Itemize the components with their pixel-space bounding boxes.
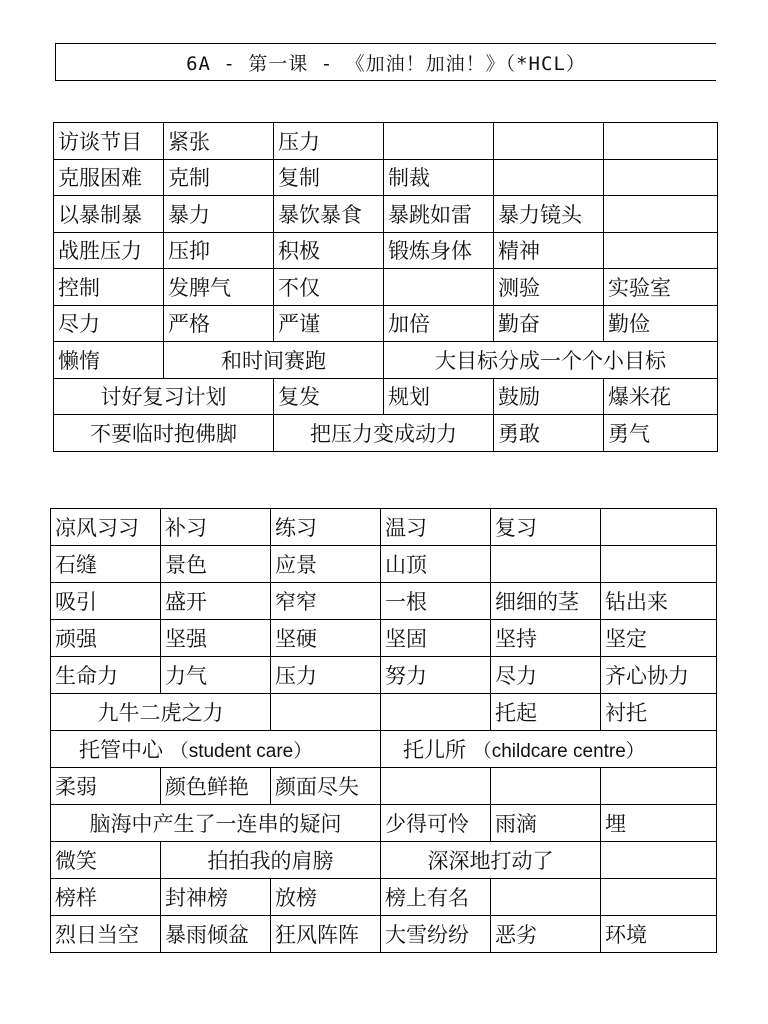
table-row <box>54 415 718 452</box>
vocab-cell: 压力 <box>274 123 384 160</box>
vocab-cell: 复发 <box>274 378 384 415</box>
vocab-cell: 力气 <box>161 657 271 694</box>
vocab-cell <box>381 768 491 805</box>
vocab-cell: 压力 <box>271 657 381 694</box>
vocab-cell: 勇气 <box>604 415 718 452</box>
table-row <box>51 583 717 620</box>
vocab-cell: 紧张 <box>164 123 274 160</box>
vocab-cell: 坚定 <box>601 620 717 657</box>
vocab-cell: 拍拍我的肩膀 <box>161 842 381 879</box>
vocab-cell <box>384 269 494 306</box>
vocab-cell: 坚硬 <box>271 620 381 657</box>
vocab-cell: 烈日当空 <box>51 916 161 953</box>
vocab-cell: 大目标分成一个个小目标 <box>384 342 718 379</box>
table-row <box>54 159 718 196</box>
vocab-cell: 埋 <box>601 805 717 842</box>
vocab-cell: 勤俭 <box>604 305 718 342</box>
vocab-text: 托管中心 <box>79 738 163 762</box>
vocab-cell: 加倍 <box>384 305 494 342</box>
vocab-cell <box>271 694 381 731</box>
vocab-cell: 克制 <box>164 159 274 196</box>
vocab-cell: 山顶 <box>381 546 491 583</box>
vocab-cell: 勇敢 <box>494 415 604 452</box>
vocab-cell: 复习 <box>491 509 601 546</box>
vocab-cell <box>601 879 717 916</box>
table-row <box>54 269 718 306</box>
vocab-cell: 一根 <box>381 583 491 620</box>
vocab-cell: 积极 <box>274 232 384 269</box>
vocab-table-1 <box>53 122 718 452</box>
table-row <box>51 842 717 879</box>
vocab-cell: 柔弱 <box>51 768 161 805</box>
vocab-cell: 封神榜 <box>161 879 271 916</box>
vocab-cell: 把压力变成动力 <box>274 415 494 452</box>
vocab-cell <box>51 731 381 768</box>
vocab-cell: 不要临时抱佛脚 <box>54 415 274 452</box>
vocab-text: 托儿所 <box>403 738 466 762</box>
english-gloss: （childcare centre） <box>472 741 645 762</box>
table-row <box>51 546 717 583</box>
vocab-cell: 坚持 <box>491 620 601 657</box>
table-row <box>51 657 717 694</box>
vocab-cell: 深深地打动了 <box>381 842 601 879</box>
vocab-cell: 尽力 <box>54 305 164 342</box>
page-title: 6A - 第一课 - 《加油！加油！》（*HCL） <box>55 43 716 81</box>
vocab-cell: 暴跳如雷 <box>384 196 494 233</box>
table-row <box>54 378 718 415</box>
vocab-cell <box>604 159 718 196</box>
table-row <box>51 620 717 657</box>
table-row <box>51 509 717 546</box>
table-row <box>54 305 718 342</box>
vocab-cell: 榜样 <box>51 879 161 916</box>
vocab-cell <box>604 232 718 269</box>
vocab-cell <box>604 123 718 160</box>
vocab-cell <box>601 509 717 546</box>
vocab-cell: 规划 <box>384 378 494 415</box>
vocab-cell: 吸引 <box>51 583 161 620</box>
vocab-cell: 严谨 <box>274 305 384 342</box>
vocab-cell: 暴雨倾盆 <box>161 916 271 953</box>
vocab-cell: 微笑 <box>51 842 161 879</box>
vocab-cell: 懒惰 <box>54 342 164 379</box>
vocab-cell: 环境 <box>601 916 717 953</box>
vocab-cell <box>601 768 717 805</box>
vocab-cell: 压抑 <box>164 232 274 269</box>
vocab-cell: 衬托 <box>601 694 717 731</box>
vocab-cell: 坚强 <box>161 620 271 657</box>
vocab-cell: 大雪纷纷 <box>381 916 491 953</box>
table-row <box>51 731 717 768</box>
vocab-cell: 制裁 <box>384 159 494 196</box>
vocab-cell: 战胜压力 <box>54 232 164 269</box>
vocab-cell: 和时间赛跑 <box>164 342 384 379</box>
vocab-cell: 鼓励 <box>494 378 604 415</box>
vocab-cell: 尽力 <box>491 657 601 694</box>
vocab-cell <box>491 879 601 916</box>
table-row <box>51 694 717 731</box>
vocab-cell: 严格 <box>164 305 274 342</box>
vocab-cell: 锻炼身体 <box>384 232 494 269</box>
vocab-cell: 九牛二虎之力 <box>51 694 271 731</box>
vocab-cell: 暴力 <box>164 196 274 233</box>
vocab-cell: 控制 <box>54 269 164 306</box>
vocab-cell: 应景 <box>271 546 381 583</box>
vocab-cell: 顽强 <box>51 620 161 657</box>
vocab-cell <box>381 694 491 731</box>
vocab-cell <box>491 546 601 583</box>
table-row <box>51 879 717 916</box>
vocab-cell <box>384 123 494 160</box>
table-row <box>54 232 718 269</box>
vocab-cell: 恶劣 <box>491 916 601 953</box>
vocab-cell: 坚固 <box>381 620 491 657</box>
vocab-cell <box>494 123 604 160</box>
english-gloss: （student care） <box>169 741 313 762</box>
vocab-cell: 托起 <box>491 694 601 731</box>
vocab-cell: 练习 <box>271 509 381 546</box>
table-row <box>54 196 718 233</box>
vocab-cell: 凉风习习 <box>51 509 161 546</box>
vocab-cell <box>601 546 717 583</box>
table-row <box>51 805 717 842</box>
vocab-cell <box>604 196 718 233</box>
vocab-cell: 雨滴 <box>491 805 601 842</box>
vocab-cell: 精神 <box>494 232 604 269</box>
vocab-cell: 克服困难 <box>54 159 164 196</box>
vocab-cell: 复制 <box>274 159 384 196</box>
vocab-cell: 不仅 <box>274 269 384 306</box>
vocab-cell: 狂风阵阵 <box>271 916 381 953</box>
vocab-cell: 以暴制暴 <box>54 196 164 233</box>
vocab-cell: 齐心协力 <box>601 657 717 694</box>
vocab-cell: 细细的茎 <box>491 583 601 620</box>
vocab-cell: 测验 <box>494 269 604 306</box>
vocab-cell: 少得可怜 <box>381 805 491 842</box>
vocab-cell: 实验室 <box>604 269 718 306</box>
vocab-cell: 放榜 <box>271 879 381 916</box>
vocab-cell: 努力 <box>381 657 491 694</box>
vocab-cell: 讨好复习计划 <box>54 378 274 415</box>
vocab-cell: 窄窄 <box>271 583 381 620</box>
vocab-cell: 石缝 <box>51 546 161 583</box>
vocab-cell <box>381 731 717 768</box>
vocab-cell: 脑海中产生了一连串的疑问 <box>51 805 381 842</box>
vocab-cell: 暴饮暴食 <box>274 196 384 233</box>
table-row <box>51 916 717 953</box>
vocab-cell: 颜色鲜艳 <box>161 768 271 805</box>
table-row <box>54 342 718 379</box>
vocab-cell <box>494 159 604 196</box>
vocab-cell: 景色 <box>161 546 271 583</box>
vocab-cell: 温习 <box>381 509 491 546</box>
vocab-cell: 勤奋 <box>494 305 604 342</box>
table-row <box>51 768 717 805</box>
vocab-cell: 爆米花 <box>604 378 718 415</box>
vocab-cell: 榜上有名 <box>381 879 491 916</box>
vocab-cell: 发脾气 <box>164 269 274 306</box>
table-row <box>54 123 718 160</box>
vocab-cell: 补习 <box>161 509 271 546</box>
vocab-cell: 访谈节目 <box>54 123 164 160</box>
vocab-cell: 生命力 <box>51 657 161 694</box>
vocab-cell: 颜面尽失 <box>271 768 381 805</box>
vocab-cell: 盛开 <box>161 583 271 620</box>
vocab-cell <box>601 842 717 879</box>
vocab-cell <box>491 768 601 805</box>
vocab-cell: 钻出来 <box>601 583 717 620</box>
vocab-cell: 暴力镜头 <box>494 196 604 233</box>
vocab-table-2 <box>50 508 717 953</box>
